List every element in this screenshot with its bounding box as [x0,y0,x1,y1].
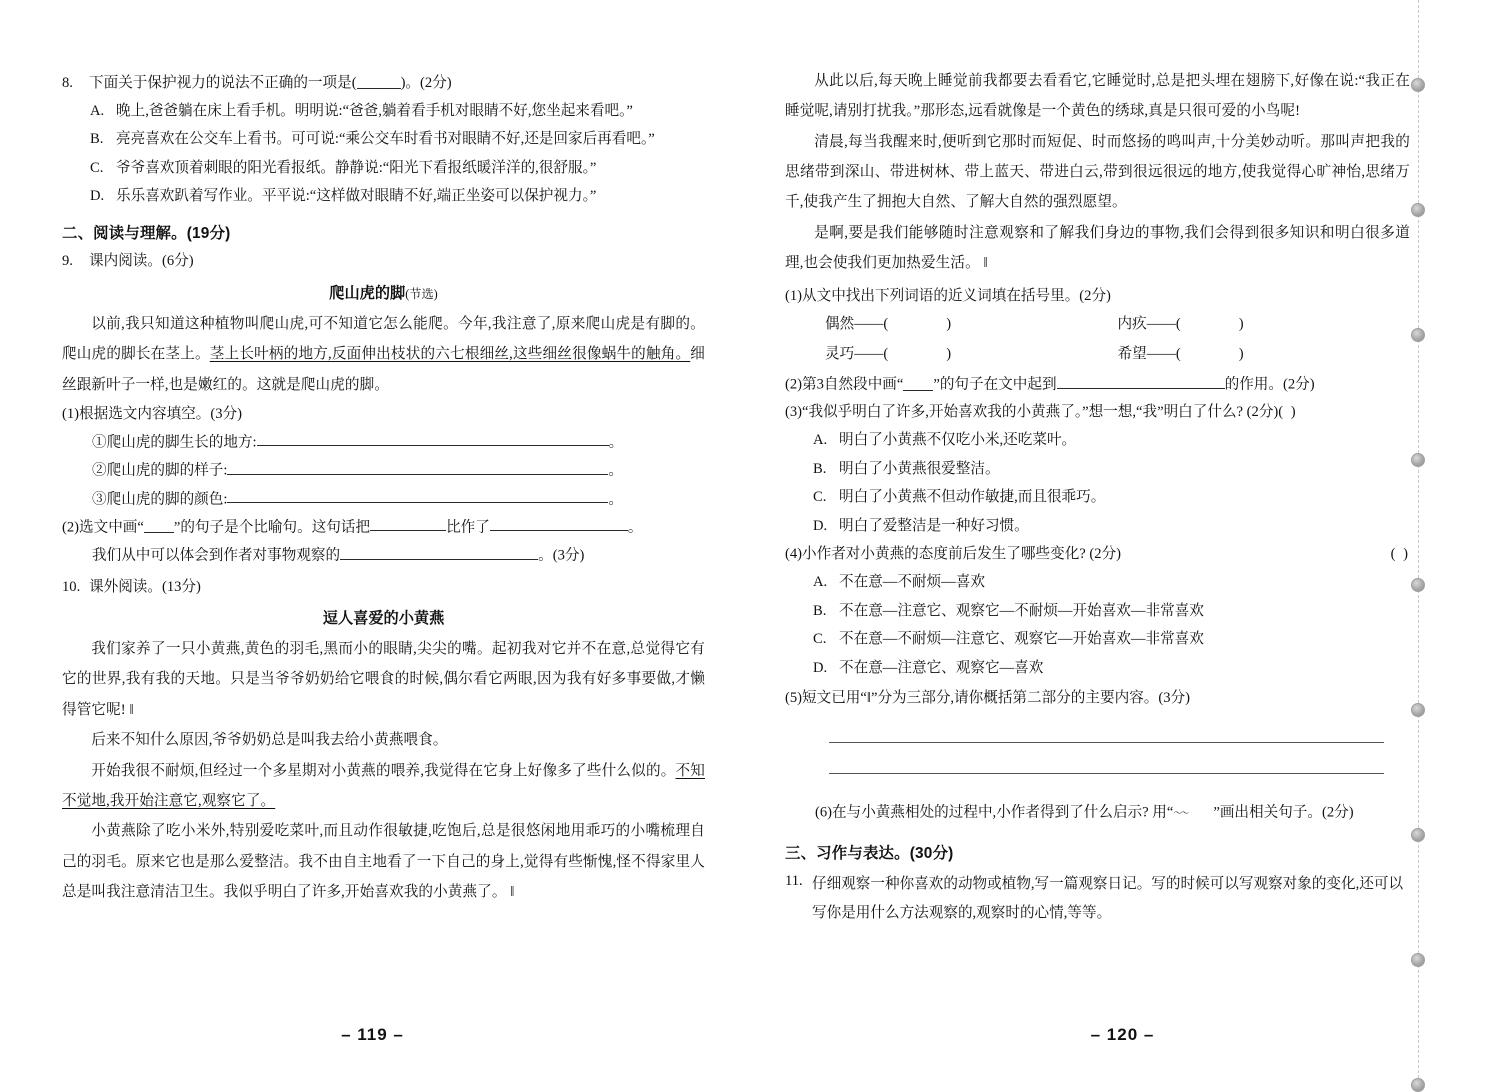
sentence-marker-underline [903,376,933,391]
question-10-sub-1-label: (1)从文中找出下列词语的近义词填在括号里。(2分) [785,288,1111,305]
item-answer-blank[interactable] [227,487,608,503]
item-period: 。 [608,434,624,451]
question-10-sub-3-label [785,400,1410,426]
option-letter: B. [813,460,827,477]
item-label: ①爬山虎的脚生长的地方: [92,434,257,451]
sub2-line2-text: 我们从中可以体会到作者对事物观察的 [92,547,341,564]
item-label: ②爬山虎的脚的样子: [92,462,228,479]
question-8-stem-a: 下面关于保护视力的说法不正确的一项是( [89,75,357,91]
option-letter: B. [90,131,104,148]
passage-paragraph-6: 清晨,每当我醒来时,便听到它那时而短促、时而悠扬的鸣叫声,十分美妙动听。那叫声把我的思绪带到深山、带进树林、带上蓝天、带进白云,带到很远很远的地方,使我觉得心旷神怡,思绪万千,使我产生了拥抱大自然、了解大自然的强烈愿望。 [785,133,1410,211]
question-9-sub-2-line-1 [62,515,705,541]
wavy-underline-marker [1173,800,1213,817]
passage-paragraph-1: 我们家养了一只小黄燕,黄色的羽毛,黑而小的眼睛,尖尖的嘴。起初我对它并不在意,总觉得它有它的世界,我有我的天地。只是当爷爷奶奶给它喂食的时候,偶尔看它两眼,因为我有好多事要做,才懒得管它呢! ‖ [62,641,705,718]
option-text: 明白了爱整洁是一种好习惯。 [839,517,1029,534]
option-text: 明白了小黄燕不仅吃小米,还吃菜叶。 [839,432,1077,449]
item-label: ③爬山虎的脚的颜色: [92,490,228,507]
page-number-right: – 120 – [1090,1025,1155,1044]
sub2-blank-2[interactable] [490,515,628,531]
section-2-heading: 二、阅读与理解。(19分) [62,225,231,243]
synonym-close: ) [946,346,952,363]
passage-paragraph-5: 从此以后,每天晚上睡觉前我都要去看看它,它睡觉时,总是把头埋在翅膀下,好像在说:“我正在睡觉呢,请别打扰我。”那形态,远看就像是一个黄色的绣球,真是只很可爱的小鸟呢! [785,73,1410,120]
passage-title-sub: (节选) [405,287,438,302]
synonym-row-1 [785,310,1410,340]
sub6-text-a: (6)在与小黄燕相处的过程中,小作者得到了什么启示? 用“ [815,804,1174,821]
question-9-title: 课内阅读。(6分) [89,253,194,270]
option-text: 不在意—注意它、观察它—不耐烦—开始喜欢—非常喜欢 [839,602,1204,619]
passage-part-2: 细丝跟新叶子一样,也是嫩红的。这就是爬山虎的脚。 [62,346,705,393]
perforation-line [1418,0,1419,1083]
synonym-close: ) [946,316,952,333]
passage-underlined-sentence: 茎上长叶柄的地方,反面伸出枝状的六七根细丝,这些细丝很像蜗牛的触角。 [209,346,691,363]
sub3-answer-paren[interactable]: ( ) [1278,404,1298,421]
page-119 [0,0,745,1083]
question-9-number: 9. [62,253,73,270]
binding-ring [1411,828,1425,842]
option-letter: C. [90,159,104,176]
passage-title-xiaohuangyan: 逗人喜爱的小黄燕 [322,610,445,628]
question-8-answer-blank[interactable] [357,74,401,89]
question-9-sub-1-item-3 [62,487,705,513]
sub2-text-c: 比作了 [446,519,490,536]
sub2-text-a: (2)选文中画“ [62,519,144,536]
question-8-option-b[interactable] [62,125,705,153]
synonym-close: ) [1238,316,1244,333]
question-10-title: 课外阅读。(13分) [89,578,201,595]
question-8-number: 8. [62,75,73,91]
passage-paragraph-4: 小黄燕除了吃小米外,特别爱吃菜叶,而且动作很敏捷,吃饱后,总是很悠闲地用乖巧的小嘴梳理自己的羽毛。原来它也是那么爱整洁。我不由自主地看了一下自己的身上,觉得有些惭愧,怪不得家里人总是叫我注意清洁卫生。我似乎明白了许多,开始喜欢我的小黄燕了。 ‖ [62,823,705,900]
paragraph-3-underlined: 不知不觉地,我开始注意它,观察它了。 [62,762,705,809]
sub2-blank-1[interactable] [370,515,446,531]
option-text: 明白了小黄燕很爱整洁。 [839,460,1000,477]
binding-ring [1411,953,1425,967]
question-9 [62,250,705,273]
synonym-item-1 [825,310,1118,340]
sub3-option-d[interactable] [785,512,1410,540]
option-text: 晚上,爸爸躺在床上看手机。明明说:“爸爸,躺着看手机对眼睛不好,您坐起来看吧。” [116,102,633,119]
question-10-sub-4-label [785,542,1410,568]
question-9-sub-1-item-1 [62,430,705,456]
option-letter: C. [813,631,827,648]
option-letter: D. [90,187,105,204]
question-8-stem [89,72,705,95]
question-8-option-d[interactable] [62,182,705,210]
option-text: 不在意—不耐烦—喜欢 [839,574,985,591]
question-10-number: 10. [62,578,81,595]
sub2-line2-tail: 。(3分) [538,547,585,564]
passage-title-pashanhu [62,282,705,303]
sub4-option-b[interactable] [785,597,1410,625]
sentence-marker-underline [144,518,174,533]
question-9-sub-1-item-2 [62,458,705,484]
passage-paragraph-7: 是啊,要是我们能够随时注意观察和了解我们身边的事物,我们会得到很多知识和明白很多道理,也会使我们更加热爱生活。 ‖ [785,224,1410,272]
option-text: 不在意—不耐烦—注意它、观察它—开始喜欢—非常喜欢 [839,631,1204,648]
passage-title-main: 爬山虎的脚 [329,285,406,303]
question-11-number: 11. [785,872,803,889]
item-answer-blank[interactable] [227,458,608,474]
item-period: 。 [608,490,624,507]
question-8-stem-b: )。(2分) [400,75,452,91]
option-letter: A. [90,102,105,119]
question-9-sub-1-label: (1)根据选文内容填空。(3分) [62,406,242,423]
sub5-answer-line-2[interactable] [829,773,1384,774]
option-text: 明白了小黄燕不但动作敏捷,而且很乖巧。 [839,489,1106,506]
option-letter: A. [813,574,828,591]
sub2-text-c: 的作用。(2分) [1224,376,1315,393]
sub4-option-d[interactable] [785,654,1410,682]
question-11 [785,870,1410,930]
question-11-text: 仔细观察一种你喜欢的动物或植物,写一篇观察日记。写的时候可以写观察对象的变化,还可以写你是用什么方法观察的,观察时的心情,等等。 [812,875,1404,922]
binding-ring [1411,328,1425,342]
sub5-answer-line-1[interactable] [829,742,1384,743]
question-10-sub-6 [785,800,1410,827]
question-10 [62,576,705,599]
option-letter: B. [813,602,827,619]
option-text: 爷爷喜欢顶着刺眼的阳光看报纸。静静说:“阳光下看报纸暖洋洋的,很舒服。” [116,159,597,176]
paragraph-3-part-a: 开始我很不耐烦,但经过一个多星期对小黄燕的喂养,我觉得在它身上好像多了些什么似的。 [91,762,676,779]
page-120 [745,0,1500,1083]
synonym-item-2 [1118,310,1411,340]
option-letter: A. [813,432,828,449]
sub3-option-b[interactable] [785,455,1410,483]
synonym-word: 偶然——( [825,316,889,333]
synonym-word: 希望——( [1117,346,1181,363]
binding-ring [1411,453,1425,467]
question-8-option-a[interactable] [62,97,705,125]
synonym-item-3 [825,340,1118,370]
sub3-text: (3)“我似乎明白了许多,开始喜欢我的小黄燕了。”想一想,“我”明白了什么? (2分) [785,404,1279,421]
synonym-row-2 [785,340,1410,370]
option-letter: C. [813,489,827,506]
sub2-answer-blank[interactable] [1057,372,1225,388]
question-10-sub-2 [785,372,1410,398]
passage-paragraph-3 [62,756,705,817]
passage-body-pashanhu [62,309,705,400]
sub4-text: (4)小作者对小黄燕的态度前后发生了哪些变化? (2分) [785,546,1122,563]
question-8 [62,72,705,95]
binding-ring [1411,703,1425,717]
question-9-sub-2-line-2 [62,543,705,569]
page-number-left: – 119 – [341,1025,404,1044]
option-text: 乐乐喜欢趴着写作业。平平说:“这样做对眼睛不好,端正坐姿可以保护视力。” [116,187,597,204]
synonym-word: 内疚——( [1117,316,1181,333]
option-text: 亮亮喜欢在公交车上看书。可可说:“乘公交车时看书对眼睛不好,还是回家后再看吧。” [116,131,655,148]
synonym-close: ) [1238,346,1244,363]
sub4-answer-paren[interactable]: ( ) [1390,546,1410,563]
binding-ring [1411,1078,1425,1092]
sub2-text-a: (2)第3自然段中画“ [785,376,904,393]
option-letter: D. [813,659,828,676]
section-3-heading: 三、习作与表达。(30分) [785,844,954,862]
item-period: 。 [608,462,624,479]
sub2-text-b: ”的句子是个比喻句。这句话把 [173,519,371,536]
sub2-blank-3[interactable] [340,543,538,559]
option-text: 不在意—注意它、观察它—喜欢 [839,659,1044,676]
question-8-option-c[interactable] [62,154,705,182]
sub2-text-d: 。 [627,519,643,536]
binding-ring [1411,78,1425,92]
option-letter: D. [813,517,828,534]
item-answer-blank[interactable] [257,430,609,446]
synonym-word: 灵巧——( [825,346,889,363]
passage-paragraph-2: 后来不知什么原因,爷爷奶奶总是叫我去给小黄燕喂食。 [91,732,448,749]
question-10-sub-5-label: (5)短文已用“‖”分为三部分,请你概括第二部分的主要内容。(3分) [785,690,1190,707]
passage-part-1: 以前,我只知道这种植物叫爬山虎,可不知道它怎么能爬。今年,我注意了,原来爬山虎是有脚的。爬山虎的脚长在茎上。 [62,316,705,363]
sub2-text-b: ”的句子在文中起到 [933,376,1057,393]
sub4-option-c[interactable] [785,625,1410,653]
synonym-item-4 [1118,340,1411,370]
sub6-text-b: ”画出相关句子。(2分) [1213,804,1354,821]
sub3-option-c[interactable] [785,483,1410,511]
binding-ring [1411,203,1425,217]
sub4-option-a[interactable] [785,568,1410,596]
sub3-option-a[interactable] [785,426,1410,454]
binding-ring [1411,578,1425,592]
